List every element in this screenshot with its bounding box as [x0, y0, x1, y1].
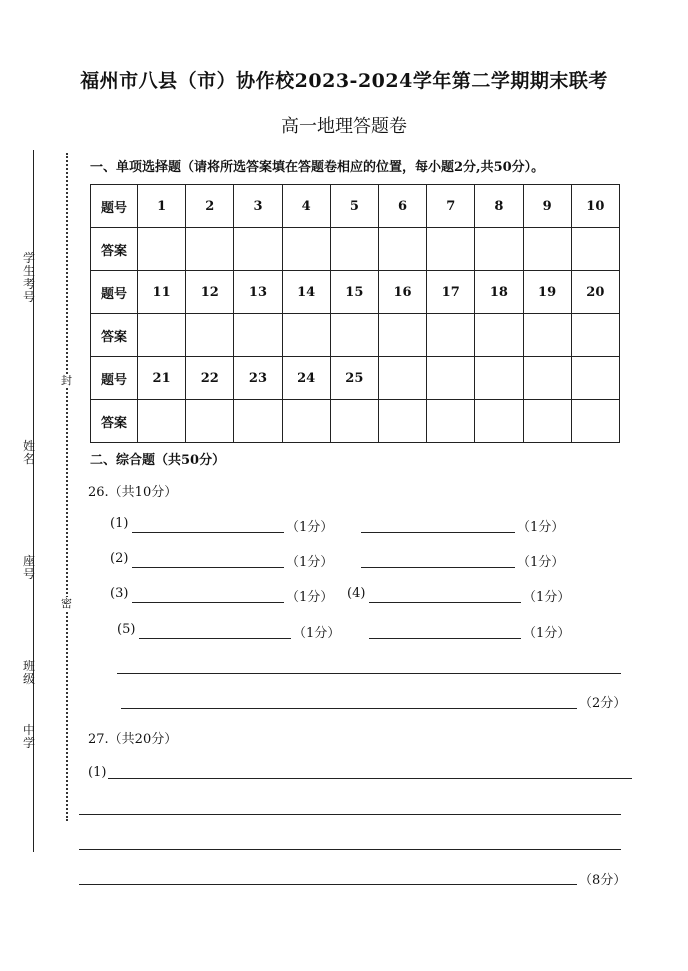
q27-blank-3[interactable] [79, 849, 621, 850]
answer-cell[interactable] [475, 228, 523, 271]
answer-cell[interactable] [186, 314, 234, 357]
q26-item5-score-b: （1分） [523, 626, 571, 641]
q26-item5-num: (5) [117, 622, 136, 637]
answer-cell[interactable] [282, 228, 330, 271]
q26-long-blank-2[interactable] [121, 708, 577, 709]
num-cell [427, 357, 475, 400]
q26-item2-blank-b[interactable] [361, 567, 515, 568]
answer-cell[interactable] [234, 400, 282, 443]
answer-cell[interactable] [282, 400, 330, 443]
q26-long-score: （2分） [579, 696, 627, 711]
answer-cell[interactable] [475, 400, 523, 443]
answer-cell[interactable] [234, 228, 282, 271]
num-cell: 20 [571, 271, 619, 314]
num-cell: 10 [571, 185, 619, 228]
num-cell: 1 [138, 185, 186, 228]
table-row [91, 228, 620, 271]
answer-cell[interactable] [186, 228, 234, 271]
class-label: 班 级 [22, 659, 35, 686]
answer-cell[interactable] [571, 314, 619, 357]
q26-item1-num: (1) [110, 516, 129, 531]
answer-cell[interactable] [523, 314, 571, 357]
num-label-cell: 题号 [91, 271, 138, 314]
table-row [91, 400, 620, 443]
answer-cell[interactable] [378, 228, 426, 271]
q26-item3-score: （1分） [286, 590, 334, 605]
q27-title: 27.（共20分） [88, 732, 178, 747]
q26-item1-blank-b[interactable] [361, 532, 515, 533]
q26-item3-blank[interactable] [132, 602, 284, 603]
exam-title: 福州市八县（市）协作校2023-2024学年第二学期期末联考 [80, 70, 608, 92]
num-cell: 19 [523, 271, 571, 314]
num-cell: 15 [330, 271, 378, 314]
q27-blank-2[interactable] [79, 814, 621, 815]
answer-cell[interactable] [282, 314, 330, 357]
q27-blank-4[interactable] [79, 884, 577, 885]
seat-label: 座 号 [22, 554, 35, 581]
answer-cell[interactable] [138, 314, 186, 357]
answer-cell[interactable] [138, 228, 186, 271]
q26-item2-score-a: （1分） [286, 555, 334, 570]
num-cell: 13 [234, 271, 282, 314]
num-cell: 7 [427, 185, 475, 228]
section1-heading: 一、单项选择题（请将所选答案填在答题卷相应的位置，每小题2分,共50分）。 [90, 160, 545, 175]
num-cell: 4 [282, 185, 330, 228]
answer-cell[interactable] [234, 314, 282, 357]
q26-item2-blank-a[interactable] [132, 567, 284, 568]
q26-item2-score-b: （1分） [517, 555, 565, 570]
answer-cell[interactable] [330, 400, 378, 443]
answer-cell[interactable] [427, 400, 475, 443]
q26-item1-score-b: （1分） [517, 520, 565, 535]
q26-long-blank-1[interactable] [117, 673, 621, 674]
answer-cell[interactable] [571, 400, 619, 443]
q26-item5-blank-b[interactable] [369, 638, 521, 639]
ans-label-cell: 答案 [91, 228, 138, 271]
num-cell: 16 [378, 271, 426, 314]
q27-blank-1[interactable] [108, 778, 632, 779]
q26-item1-score-a: （1分） [286, 520, 334, 535]
q26-item4-num: (4) [347, 586, 366, 601]
seal-dotted-line [66, 153, 68, 821]
num-cell: 22 [186, 357, 234, 400]
answer-cell[interactable] [523, 228, 571, 271]
table-row [91, 357, 620, 400]
q26-item4-score: （1分） [523, 590, 571, 605]
exam-subtitle: 高一地理答题卷 [281, 116, 407, 137]
num-cell: 18 [475, 271, 523, 314]
ans-label-cell: 答案 [91, 314, 138, 357]
answer-cell[interactable] [378, 400, 426, 443]
table-row [91, 314, 620, 357]
num-cell [571, 357, 619, 400]
table-row [91, 271, 620, 314]
answer-cell[interactable] [378, 314, 426, 357]
q27-item1-num: (1) [88, 765, 107, 780]
school-label: 中 学 [22, 723, 35, 750]
num-cell: 17 [427, 271, 475, 314]
num-cell: 5 [330, 185, 378, 228]
num-cell: 11 [138, 271, 186, 314]
q26-item1-blank-a[interactable] [132, 532, 284, 533]
num-cell [523, 357, 571, 400]
num-cell [378, 357, 426, 400]
num-cell: 2 [186, 185, 234, 228]
q26-title: 26.（共10分） [88, 485, 178, 500]
q27-score: （8分） [579, 873, 627, 888]
q26-item2-num: (2) [110, 551, 129, 566]
answer-cell[interactable] [427, 228, 475, 271]
answer-cell[interactable] [475, 314, 523, 357]
num-cell: 23 [234, 357, 282, 400]
q26-item3-num: (3) [110, 586, 129, 601]
answer-cell[interactable] [427, 314, 475, 357]
num-cell: 14 [282, 271, 330, 314]
num-cell: 12 [186, 271, 234, 314]
table-row [91, 185, 620, 228]
num-cell: 24 [282, 357, 330, 400]
answer-cell[interactable] [330, 228, 378, 271]
seal-char-mi: 密 [61, 597, 72, 610]
q26-item5-blank-a[interactable] [139, 638, 291, 639]
answer-cell[interactable] [330, 314, 378, 357]
answer-cell[interactable] [138, 400, 186, 443]
ans-label-cell: 答案 [91, 400, 138, 443]
student-id-label: 学 生 考 号 [22, 251, 35, 304]
q26-item4-blank[interactable] [369, 602, 521, 603]
num-label-cell: 题号 [91, 357, 138, 400]
num-cell: 21 [138, 357, 186, 400]
section2-heading: 二、综合题（共50分） [90, 453, 226, 468]
answer-cell[interactable] [523, 400, 571, 443]
name-label: 姓 名 [22, 439, 35, 466]
num-cell [475, 357, 523, 400]
answer-grid [90, 184, 620, 443]
num-label-cell: 题号 [91, 185, 138, 228]
q26-item5-score-a: （1分） [293, 626, 341, 641]
num-cell: 25 [330, 357, 378, 400]
num-cell: 3 [234, 185, 282, 228]
answer-cell[interactable] [571, 228, 619, 271]
seal-char-feng: 封 [61, 374, 72, 387]
num-cell: 9 [523, 185, 571, 228]
num-cell: 6 [378, 185, 426, 228]
answer-cell[interactable] [186, 400, 234, 443]
num-cell: 8 [475, 185, 523, 228]
